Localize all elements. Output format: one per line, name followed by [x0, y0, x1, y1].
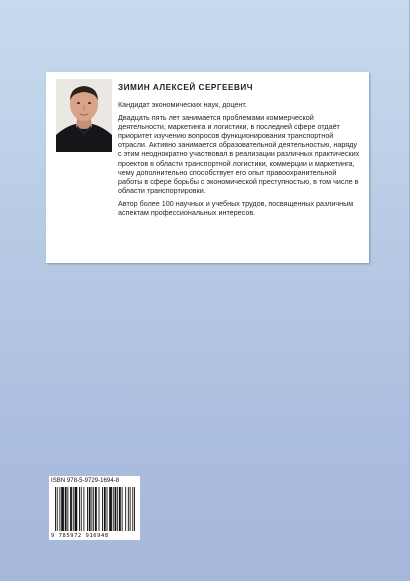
author-name: ЗИМИН АЛЕКСЕЙ СЕРГЕЕВИЧ — [118, 83, 253, 92]
author-publications: Автор более 100 научных и учебных трудов, посвященных различным аспектам профессиональных интересов. — [118, 198, 354, 218]
author-degree: Кандидат экономических наук, доцент. — [118, 100, 247, 109]
barcode-block — [49, 476, 140, 540]
author-experience: Двадцать пять лет занимается проблемами коммерческой деятельности, маркетинга и логистики, в последней сфере отдаёт приоритет изучению вопросов функционирования транспортной отрасли. Активно занимается образовательной деятельностью, наряду с этим неоднократно участвовал в реализации различных практических проектов в области транспортной логистики, коммерции и маркетинга, чему дополнительно способствует его опыт правоохранительной работы в сфере борьбы с экономической преступностью, в том числе в области транспортировки. — [118, 113, 360, 195]
barcode-digits: 9 785972 916948 — [51, 533, 109, 539]
barcode-icon — [55, 487, 135, 531]
isbn-label: ISBN 978-5-9729-1694-8 — [51, 478, 120, 484]
author-photo — [56, 79, 112, 152]
author-bio — [118, 83, 362, 221]
